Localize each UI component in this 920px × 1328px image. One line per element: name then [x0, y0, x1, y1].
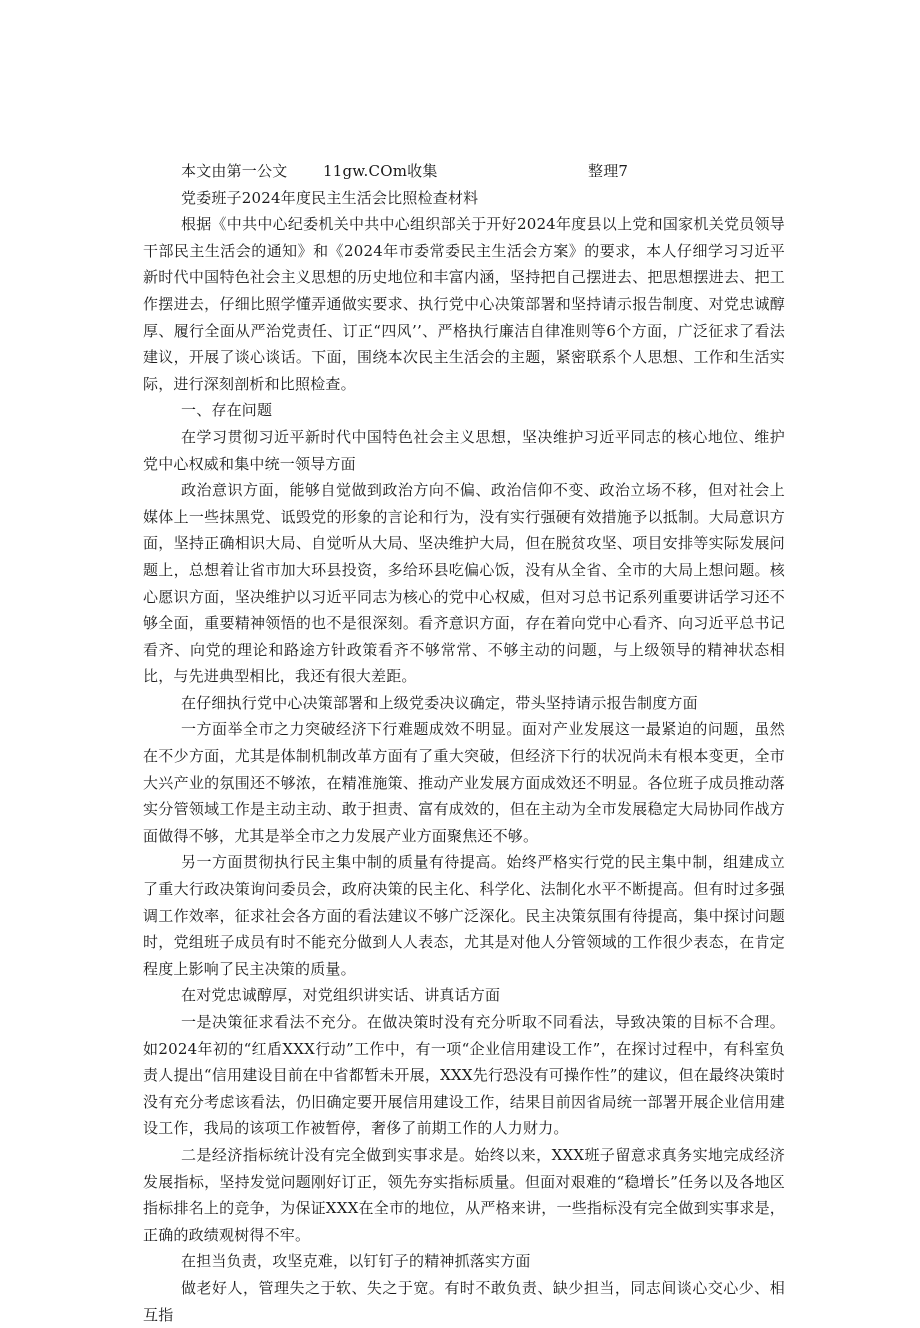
header-arranged: 整理7 [588, 162, 629, 180]
paragraph: 一是决策征求看法不充分。在做决策时没有充分听取不同看法，导致决策的目标不合理。如2024年初的“红盾XXX行动”工作中，有一项“企业信用建设工作”，在探讨过程中，有科室负责人提出“信用建设目前在中省都暂未开展，XXX先行恐没有可操作性”的建议，但在最终决策时没有充分考虑该看法，仍旧确定要开展信用建设工作，结果目前因省局统一部署开展企业信用建设工作，我局的该项工作被暂停，奢侈了前期工作的人力财力。 [143, 1013, 785, 1138]
header-source-site: 11gw.COm收集 [323, 162, 438, 180]
paragraph: 二是经济指标统计没有完全做到实事求是。始终以来，XXX班子留意求真务实地完成经济发展指标，坚持发觉问题刚好订正，领先夯实指标质量。但面对艰难的“稳增长”任务以及各地区指标排名上的竞争，为保证XXX在全市的地位，从严格来讲，一些指标没有完全做到实事求是，正确的政绩观树得不牢。 [143, 1145, 785, 1244]
subheading-2: 在仔细执行党中心决策部署和上级党委决议确定，带头坚持请示报告制度方面 [181, 693, 698, 712]
document-page [143, 158, 785, 1328]
document-title: 党委班子2024年度民主生活会比照检查材料 [181, 188, 479, 207]
paragraph: 另一方面贯彻执行民主集中制的质量有待提高。始终严格实行党的民主集中制，组建成立了重大行政决策询问委员会，政府决策的民主化、科学化、法制化水平不断提高。但有时过多强调工作效率，征求社会各方面的看法建议不够广泛深化。民主决策氛围有待提高，集中探讨问题时，党组班子成员有时不能充分做到人人表态，尤其是对他人分管领域的工作很少表态，在肯定程度上影响了民主决策的质量。 [143, 853, 785, 978]
paragraph: 做老好人，管理失之于软、失之于宽。有时不敢负责、缺少担当，同志间谈心交心少、相互指 [143, 1278, 785, 1324]
subheading-1: 在学习贯彻习近平新时代中国特色社会主义思想，坚决维护习近平同志的核心地位、维护党中心权威和集中统一领导方面 [143, 427, 785, 473]
paragraph-intro: 根据《中共中心纪委机关中共中心组织部关于开好2024年度县以上党和国家机关党员领导干部民主生活会的通知》和《2024年市委常委民主生活会方案》的要求，本人仔细学习习近平新时代中国特色社会主义思想的历史地位和丰富内涵，坚持把自己摆进去、把思想摆进去、把工作摆进去，仔细比照学懂弄通做实要求、执行党中心决策部署和坚持请示报告制度、对党忠诚醇厚、履行全面从严治党责任、订正“四风’’、严格执行廉洁自律准则等6个方面，广泛征求了看法建议，开展了谈心谈话。下面，围绕本次民主生活会的主题，紧密联系个人思想、工作和生活实际，进行深刻剖析和比照检查。 [143, 215, 785, 393]
section-heading: 一、存在问题 [181, 401, 273, 420]
paragraph: 政治意识方面，能够自觉做到政治方向不偏、政治信仰不变、政治立场不移，但对社会上媒体上一些抹黑党、诋毁党的形象的言论和行为，没有实行强硬有效措施予以抵制。大局意识方面，坚持正确相识大局、自觉听从大局、坚决维护大局，但在脱贫攻坚、项目安排等实际发展问题上，总想着让省市加大环县投资，多给环县吃偏心饭，没有从全省、全市的大局上想问题。核心愿识方面，坚决维护以习近平同志为核心的党中心权威，但对习总书记系列重要讲话学习还不够全面，重要精神领悟的也不是很深刻。看齐意识方面，存在着向党中心看齐、向习近平总书记看齐、向党的理论和路途方针政策看齐不够常常、不够主动的问题，与上级领导的精神状态相比，与先进典型相比，我还有很大差距。 [143, 481, 785, 686]
subheading-3: 在对党忠诚醇厚，对党组织讲实话、讲真话方面 [181, 986, 501, 1005]
header-source-prefix: 本文由第一公文 [181, 162, 288, 180]
paragraph: 一方面举全市之力突破经济下行难题成效不明显。面对产业发展这一最紧迫的问题，虽然在不少方面，尤其是体制机制改革方面有了重大突破，但经济下行的状况尚未有根本变更，全市大兴产业的氛围还不够浓，在精准施策、推动产业发展方面成效还不明显。各位班子成员推动落实分管领域工作是主动主动、敢于担责、富有成效的，但在主动为全市发展稳定大局协同作战方面做得不够，尤其是举全市之力发展产业方面聚焦还不够。 [143, 720, 785, 845]
source-header [143, 158, 785, 185]
subheading-4: 在担当负责，攻坚克难，以钉钉子的精神抓落实方面 [181, 1252, 531, 1271]
